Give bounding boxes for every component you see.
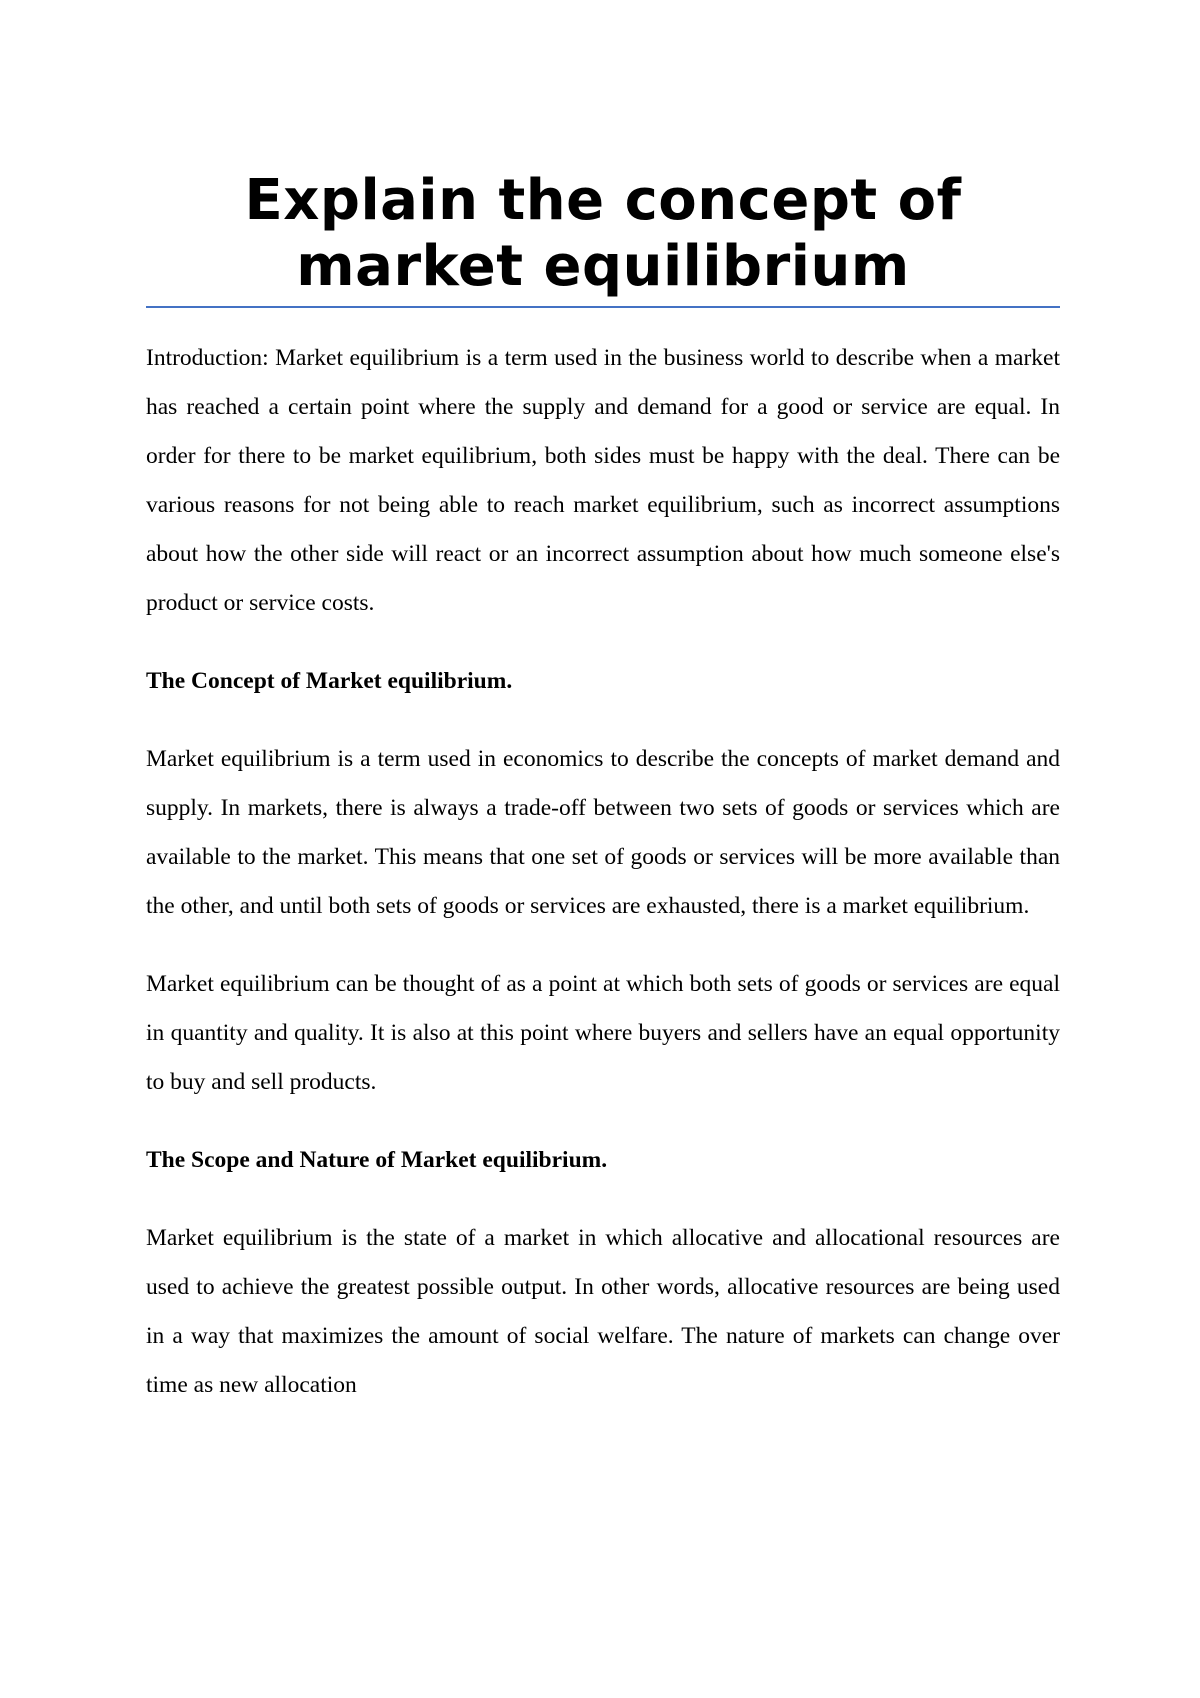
scope-paragraph-1: Market equilibrium is the state of a market in which allocative and allocational resources are used to achieve the greatest possible output. In other words, allocative resources are being used in a way that maximizes the amount of social welfare. The nature of markets can change over time as new allocation <box>146 1225 1060 1398</box>
concept-paragraph-1: Market equilibrium is a term used in economics to describe the concepts of market demand and supply. In markets, there is always a trade-off between two sets of goods or services which are available to the market. This means that one set of goods or services will be more available than the other, and until both sets of goods or services are exhausted, there is a market equilibrium. <box>146 746 1060 919</box>
concept-paragraph-2: Market equilibrium can be thought of as a point at which both sets of goods or services are equal in quantity and quality. It is also at this point where buyers and sellers have an equal opportunity to buy and sell products. <box>146 971 1060 1095</box>
section-heading-concept: The Concept of Market equilibrium. <box>146 668 513 694</box>
intro-paragraph: Introduction: Market equilibrium is a term used in the business world to describe when a market has reached a certain point where the supply and demand for a good or service are equal. In order for there to be market equilibrium, both sides must be happy with the deal. There can be various reasons for not being able to reach market equilibrium, such as incorrect assumptions about how the other side will react or an incorrect assumption about how much someone else's product or service costs. <box>146 345 1060 616</box>
section-heading-scope: The Scope and Nature of Market equilibrium. <box>146 1147 608 1173</box>
document-page <box>146 168 1060 1410</box>
document-title: Explain the concept of market equilibrium <box>146 168 1060 308</box>
